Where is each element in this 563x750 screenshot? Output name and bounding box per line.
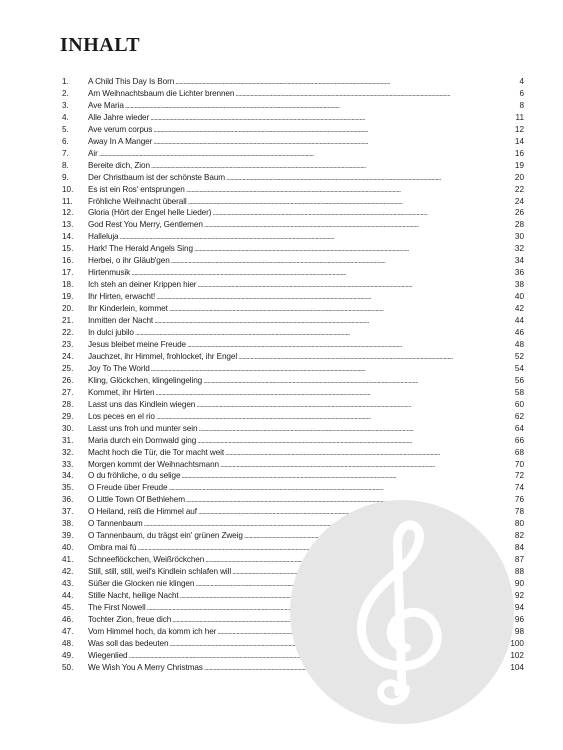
entry-title: Lasst uns das Kindlein wiegen	[88, 399, 196, 409]
entry-number: 40.	[62, 543, 74, 553]
entry-title: Ihr Kinderlein, kommet	[88, 304, 168, 314]
entry-page-number: 72	[514, 471, 524, 481]
list-item	[62, 375, 524, 387]
dot-leader	[120, 231, 514, 243]
entry-number: 32.	[62, 447, 74, 457]
dot-leader	[99, 148, 514, 160]
dot-leader	[226, 172, 514, 184]
entry-number: 38.	[62, 519, 74, 529]
entry-title: Wiegenlied	[88, 650, 128, 660]
entry-title: Herbei, o ihr Gläub'gen	[88, 256, 170, 266]
entry-page-number: 16	[514, 148, 524, 158]
entry-page-number: 38	[514, 280, 524, 290]
list-item	[62, 291, 524, 303]
entry-number: 28.	[62, 399, 74, 409]
entry-number: 6.	[62, 136, 69, 146]
list-item	[62, 124, 524, 136]
entry-page-number: 24	[514, 196, 524, 206]
entry-title: Halleluja	[88, 232, 119, 242]
dot-leader	[156, 291, 514, 303]
entry-title: God Rest You Merry, Gentlemen	[88, 220, 203, 230]
treble-clef-icon	[290, 500, 514, 724]
entry-number: 20.	[62, 304, 74, 314]
entry-title: Kling, Glöckchen, klingelingeling	[88, 375, 203, 385]
entry-title: Stille Nacht, heilige Nacht	[88, 590, 179, 600]
list-item	[62, 196, 524, 208]
entry-title: Ihr Hirten, erwacht!	[88, 292, 156, 302]
list-item	[62, 470, 524, 482]
entry-number: 31.	[62, 435, 74, 445]
dot-leader	[175, 76, 518, 88]
dot-leader	[131, 267, 514, 279]
entry-number: 45.	[62, 602, 74, 612]
dot-leader	[198, 423, 513, 435]
entry-page-number: 82	[514, 531, 524, 541]
list-item	[62, 482, 524, 494]
entry-number: 35.	[62, 483, 74, 493]
entry-number: 21.	[62, 316, 74, 326]
dot-leader	[225, 447, 514, 459]
dot-leader	[187, 339, 514, 351]
entry-title: Lasst uns froh und munter sein	[88, 423, 198, 433]
list-item	[62, 219, 524, 231]
entry-page-number: 19	[514, 160, 524, 170]
entry-title: Los peces en el rio	[88, 411, 155, 421]
entry-page-number: 52	[514, 351, 524, 361]
entry-page-number: 64	[514, 423, 524, 433]
list-item	[62, 279, 524, 291]
dot-leader	[188, 196, 514, 208]
entry-number: 19.	[62, 292, 74, 302]
entry-page-number: 14	[514, 136, 524, 146]
entry-title: Macht hoch die Tür, die Tor macht weit	[88, 447, 225, 457]
list-item	[62, 88, 524, 100]
dot-leader	[220, 459, 514, 471]
dot-leader	[235, 88, 518, 100]
dot-leader	[197, 435, 514, 447]
entry-number: 8.	[62, 160, 69, 170]
entry-title: Tochter Zion, freue dich	[88, 614, 172, 624]
entry-page-number: 8	[519, 100, 524, 110]
entry-page-number: 68	[514, 447, 524, 457]
entry-page-number: 100	[510, 638, 524, 648]
entry-page-number: 6	[519, 88, 524, 98]
dot-leader	[171, 255, 514, 267]
entry-title: Air	[88, 148, 98, 158]
dot-leader	[181, 470, 513, 482]
list-item	[62, 255, 524, 267]
entry-title: Ombra mai fù	[88, 543, 137, 553]
list-item	[62, 399, 524, 411]
entry-title: Vom Himmel hoch, da komm ich her	[88, 626, 217, 636]
entry-title: In dulci jubilo	[88, 328, 134, 338]
entry-number: 46.	[62, 614, 74, 624]
entry-number: 4.	[62, 112, 69, 122]
entry-title: Jesus bleibet meine Freude	[88, 339, 186, 349]
entry-number: 5.	[62, 124, 69, 134]
list-item	[62, 435, 524, 447]
entry-number: 9.	[62, 172, 69, 182]
entry-title: Schneeflöckchen, Weißröckchen	[88, 555, 205, 565]
entry-title: Der Christbaum ist der schönste Baum	[88, 172, 226, 182]
entry-number: 26.	[62, 375, 74, 385]
entry-page-number: 78	[514, 507, 524, 517]
dot-leader	[155, 387, 513, 399]
entry-title: Es ist ein Ros' entsprungen	[88, 184, 185, 194]
dot-leader	[168, 482, 513, 494]
entry-number: 22.	[62, 328, 74, 338]
dot-leader	[212, 207, 514, 219]
entry-title: Away In A Manger	[88, 136, 153, 146]
dot-leader	[150, 112, 514, 124]
entry-title: Still, still, still, weil's Kindlein schlafen will	[88, 567, 232, 577]
entry-page-number: 92	[514, 590, 524, 600]
entry-title: Fröhliche Weihnacht überall	[88, 196, 187, 206]
entry-page-number: 56	[514, 375, 524, 385]
entry-title: O du fröhliche, o du selige	[88, 471, 181, 481]
dot-leader	[153, 124, 514, 136]
entry-title: O Heiland, reiß die Himmel auf	[88, 507, 197, 517]
dot-leader	[238, 351, 514, 363]
entry-number: 15.	[62, 244, 74, 254]
list-item	[62, 112, 524, 124]
entry-number: 47.	[62, 626, 74, 636]
list-item	[62, 423, 524, 435]
list-item	[62, 207, 524, 219]
entry-title: Inmitten der Nacht	[88, 316, 154, 326]
entry-page-number: 98	[514, 626, 524, 636]
entry-page-number: 11	[515, 112, 524, 122]
entry-number: 27.	[62, 387, 74, 397]
entry-page-number: 46	[514, 328, 524, 338]
entry-number: 41.	[62, 555, 74, 565]
entry-number: 44.	[62, 590, 74, 600]
list-item	[62, 172, 524, 184]
entry-title: Ave verum corpus	[88, 124, 153, 134]
dot-leader	[156, 411, 514, 423]
entry-number: 16.	[62, 256, 74, 266]
entry-title: Ave Maria	[88, 100, 124, 110]
list-item	[62, 363, 524, 375]
entry-title: Was soll das bedeuten	[88, 638, 169, 648]
list-item	[62, 100, 524, 112]
entry-number: 48.	[62, 638, 74, 648]
entry-page-number: 44	[514, 316, 524, 326]
entry-number: 42.	[62, 567, 74, 577]
entry-page-number: 70	[514, 459, 524, 469]
entry-number: 50.	[62, 662, 74, 672]
entry-page-number: 34	[514, 256, 524, 266]
entry-page-number: 60	[514, 399, 524, 409]
entry-number: 2.	[62, 88, 69, 98]
entry-page-number: 88	[514, 567, 524, 577]
entry-page-number: 80	[514, 519, 524, 529]
entry-number: 36.	[62, 495, 74, 505]
dot-leader	[204, 219, 514, 231]
list-item	[62, 267, 524, 279]
entry-number: 33.	[62, 459, 74, 469]
entry-page-number: 32	[514, 244, 524, 254]
entry-number: 18.	[62, 280, 74, 290]
entry-number: 43.	[62, 579, 74, 589]
entry-number: 10.	[62, 184, 74, 194]
list-item	[62, 387, 524, 399]
entry-page-number: 74	[514, 483, 524, 493]
dot-leader	[125, 100, 519, 112]
dot-leader	[153, 136, 514, 148]
entry-number: 49.	[62, 650, 74, 660]
entry-number: 11.	[62, 196, 73, 206]
entry-page-number: 87	[514, 555, 524, 565]
list-item	[62, 184, 524, 196]
dot-leader	[151, 363, 514, 375]
list-item	[62, 231, 524, 243]
entry-page-number: 58	[514, 387, 524, 397]
entry-title: Maria durch ein Dornwald ging	[88, 435, 197, 445]
list-item	[62, 160, 524, 172]
entry-title: O Tannenbaum, du trägst ein' grünen Zweig	[88, 531, 243, 541]
entry-page-number: 42	[514, 304, 524, 314]
page-title: INHALT	[60, 34, 141, 56]
dot-leader	[135, 327, 514, 339]
entry-page-number: 54	[514, 363, 524, 373]
entry-title: Am Weihnachtsbaum die Lichter brennen	[88, 88, 235, 98]
entry-page-number: 20	[514, 172, 524, 182]
entry-page-number: 84	[514, 543, 524, 553]
entry-title: O Little Town Of Bethlehem	[88, 495, 185, 505]
dot-leader	[169, 303, 514, 315]
entry-number: 30.	[62, 423, 74, 433]
dot-leader	[154, 315, 514, 327]
entry-page-number: 90	[514, 579, 524, 589]
entry-title: Hirtenmusik	[88, 268, 131, 278]
entry-page-number: 22	[514, 184, 524, 194]
list-item	[62, 315, 524, 327]
entry-page-number: 30	[514, 232, 524, 242]
list-item	[62, 136, 524, 148]
dot-leader	[186, 184, 514, 196]
list-item	[62, 327, 524, 339]
entry-number: 14.	[62, 232, 74, 242]
list-item	[62, 447, 524, 459]
entry-page-number: 66	[514, 435, 524, 445]
entry-page-number: 102	[510, 650, 524, 660]
entry-title: Kommet, ihr Hirten	[88, 387, 155, 397]
entry-number: 3.	[62, 100, 69, 110]
entry-page-number: 26	[514, 208, 524, 218]
entry-number: 12.	[62, 208, 74, 218]
list-item	[62, 148, 524, 160]
entry-number: 29.	[62, 411, 74, 421]
entry-number: 25.	[62, 363, 74, 373]
entry-title: Joy To The World	[88, 363, 150, 373]
entry-number: 1.	[62, 77, 69, 86]
entry-page-number: 40	[514, 292, 524, 302]
entry-number: 13.	[62, 220, 74, 230]
entry-title: Alle Jahre wieder	[88, 112, 150, 122]
entry-page-number: 94	[514, 602, 524, 612]
entry-title: Bereite dich, Zion	[88, 160, 150, 170]
entry-title: O Tannenbaum	[88, 519, 143, 529]
entry-title: Hark! The Herald Angels Sing	[88, 244, 193, 254]
entry-page-number: 48	[514, 339, 524, 349]
entry-number: 39.	[62, 531, 74, 541]
entry-title: Süßer die Glocken nie klingen	[88, 579, 195, 589]
entry-page-number: 4	[519, 77, 524, 86]
entry-title: Jauchzet, ihr Himmel, frohlocket, ihr Engel	[88, 351, 238, 361]
list-item	[62, 303, 524, 315]
entry-title: The First Nowell	[88, 602, 146, 612]
entry-number: 23.	[62, 339, 74, 349]
list-item	[62, 243, 524, 255]
entry-page-number: 62	[514, 411, 524, 421]
entry-page-number: 104	[510, 662, 524, 672]
entry-title: Ich steh an deiner Krippen hier	[88, 280, 197, 290]
list-item	[62, 459, 524, 471]
entry-page-number: 96	[514, 614, 524, 624]
entry-page-number: 76	[514, 495, 524, 505]
entry-title: Morgen kommt der Weihnachtsmann	[88, 459, 219, 469]
entry-title: A Child This Day Is Born	[88, 77, 175, 86]
entry-number: 24.	[62, 351, 74, 361]
list-item	[62, 76, 524, 88]
entry-number: 34.	[62, 471, 74, 481]
entry-page-number: 28	[514, 220, 524, 230]
entry-number: 37.	[62, 507, 74, 517]
entry-title: O Freude über Freude	[88, 483, 168, 493]
dot-leader	[196, 399, 514, 411]
entry-number: 7.	[62, 148, 69, 158]
entry-page-number: 36	[514, 268, 524, 278]
list-item	[62, 351, 524, 363]
entry-number: 17.	[62, 268, 74, 278]
dot-leader	[197, 279, 513, 291]
dot-leader	[203, 375, 514, 387]
list-item	[62, 411, 524, 423]
entry-title: We Wish You A Merry Christmas	[88, 662, 203, 672]
list-item	[62, 339, 524, 351]
dot-leader	[194, 243, 514, 255]
entry-title: Gloria (Hört der Engel helle Lieder)	[88, 208, 212, 218]
entry-page-number: 12	[514, 124, 524, 134]
dot-leader	[151, 160, 514, 172]
